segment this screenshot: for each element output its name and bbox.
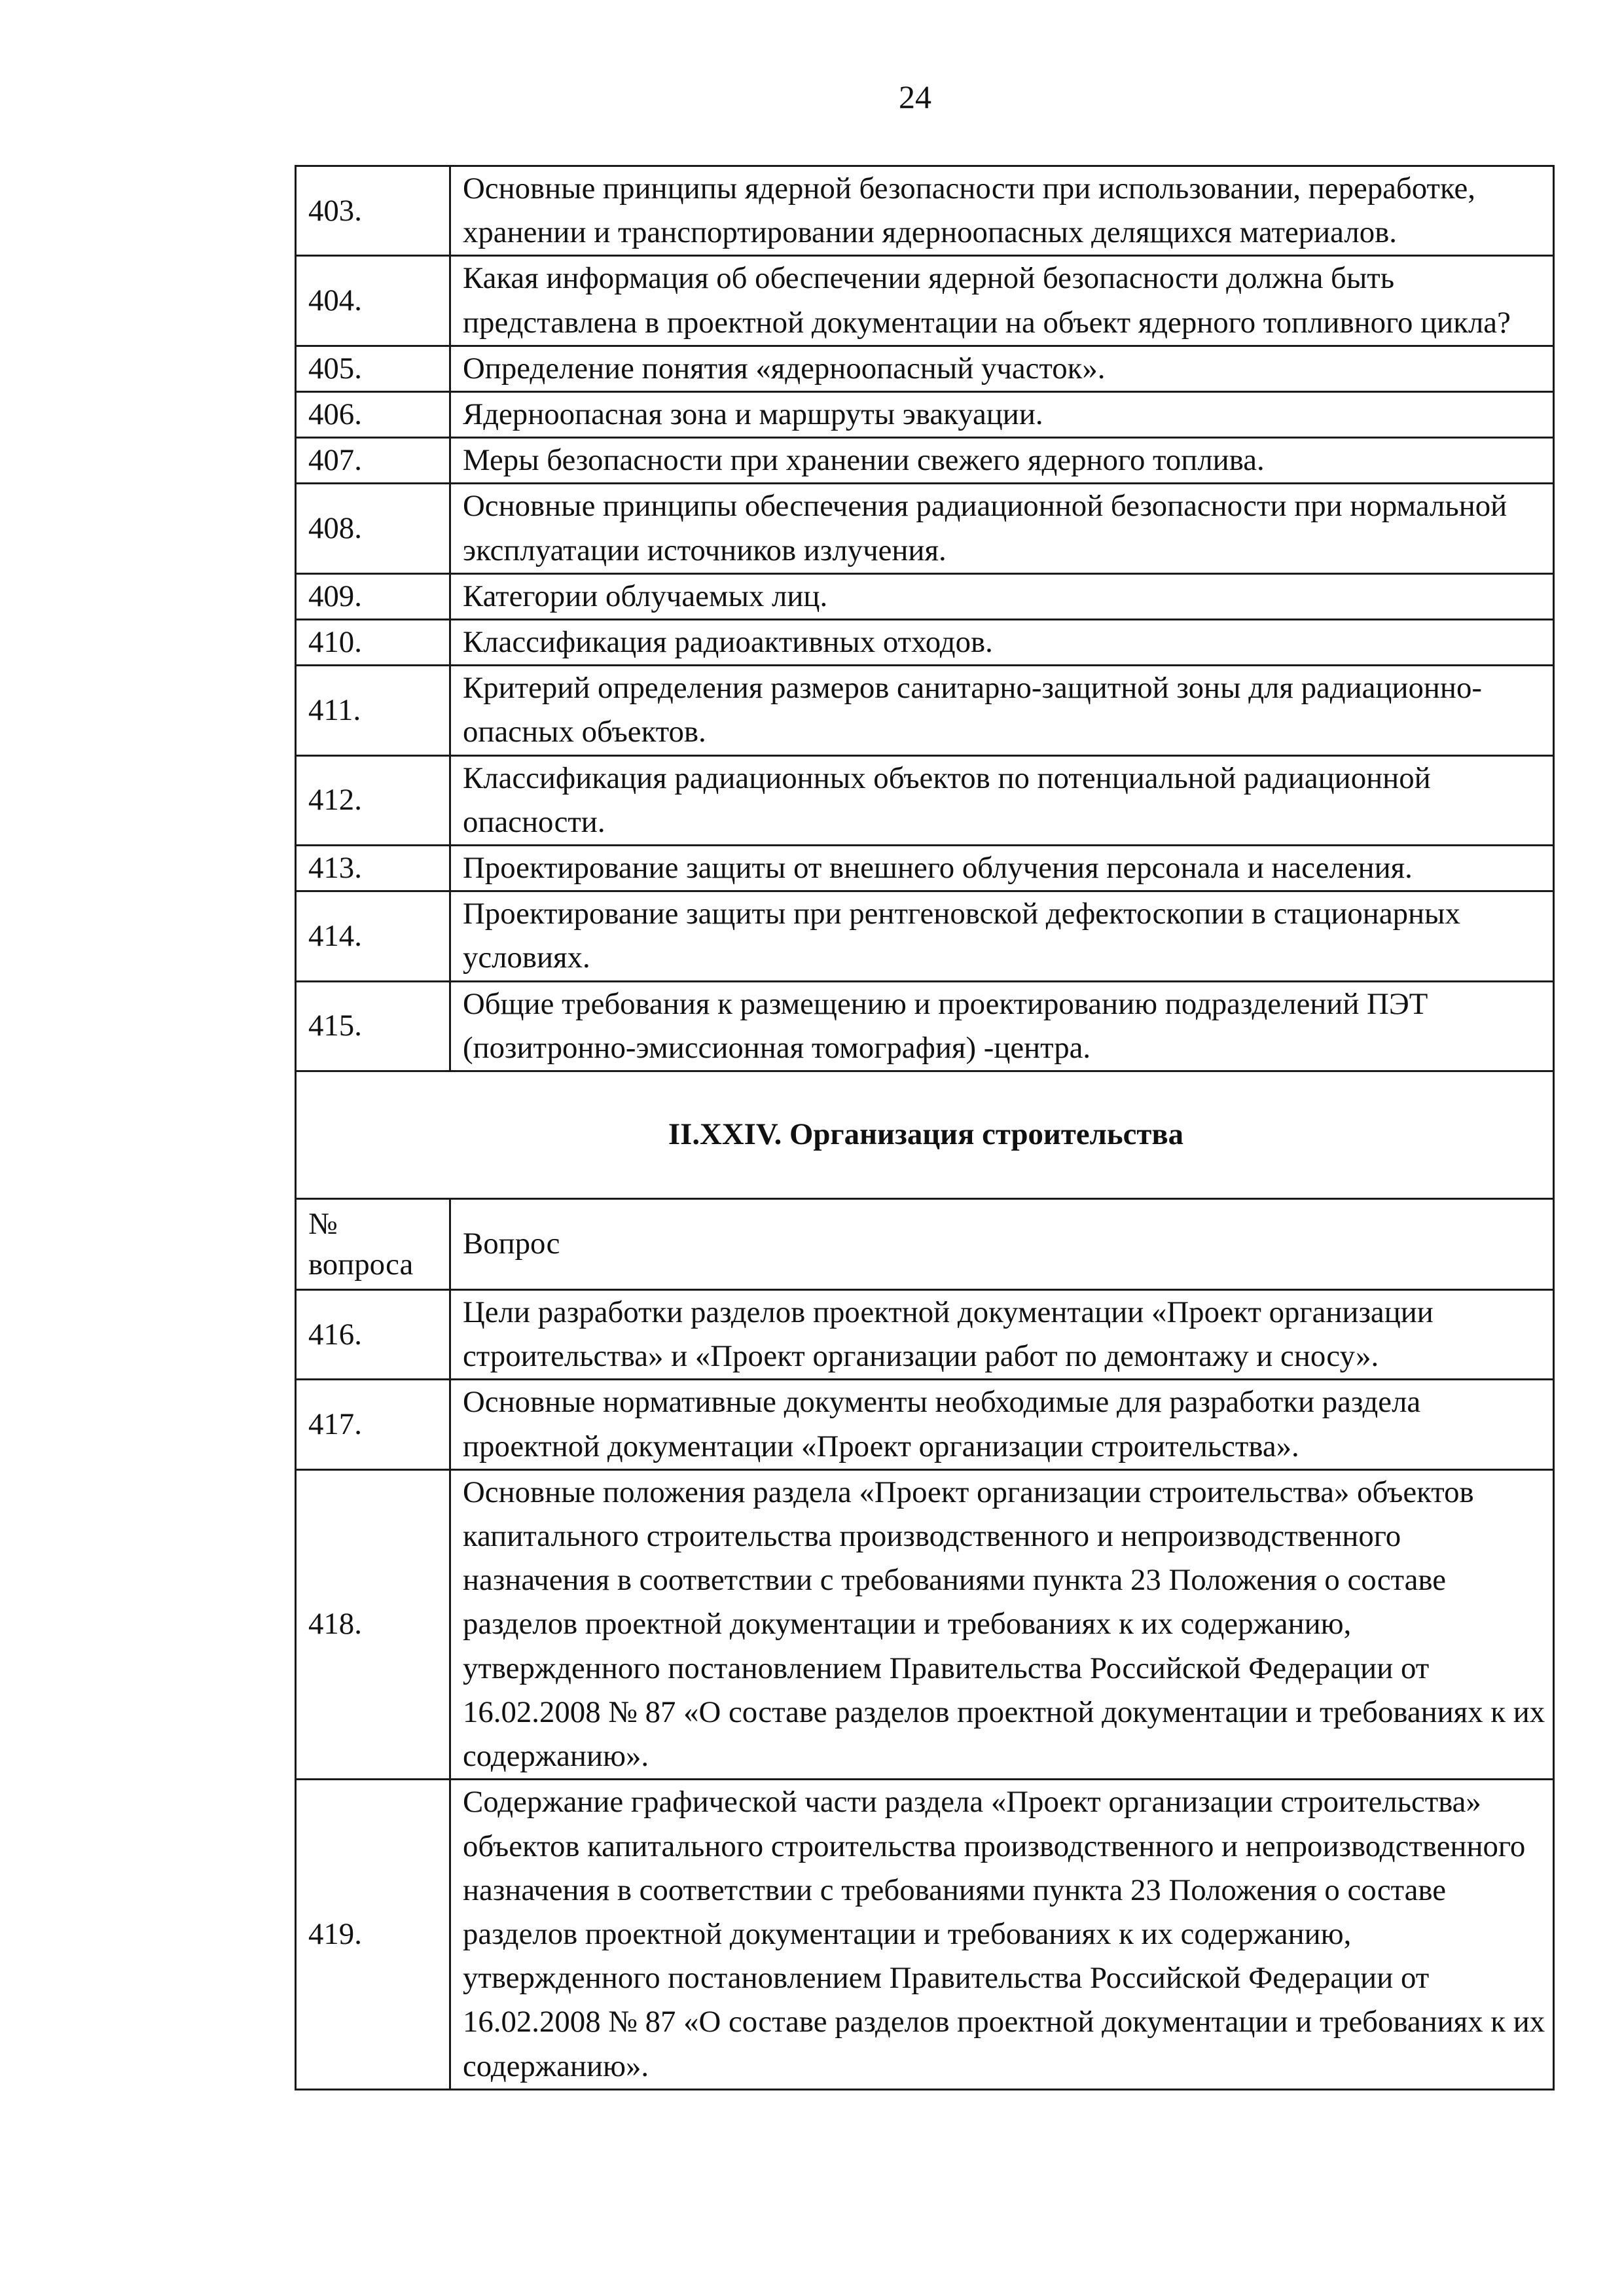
section-title: II.XXIV. Организация строительства — [296, 1071, 1554, 1199]
page-number: 24 — [899, 79, 931, 115]
question-row — [296, 1780, 1554, 2089]
question-row — [296, 256, 1554, 346]
question-text: Ядерноопасная зона и маршруты эвакуации. — [450, 392, 1554, 438]
question-number: 407. — [296, 438, 450, 484]
question-number: 415. — [296, 981, 450, 1071]
question-text: Классификация радиационных объектов по потенциальной радиационной опасности. — [450, 755, 1554, 845]
questions-table — [295, 165, 1555, 2090]
question-number: 411. — [296, 666, 450, 755]
question-row — [296, 484, 1554, 573]
question-text: Меры безопасности при хранении свежего ядерного топлива. — [450, 438, 1554, 484]
question-text: Цели разработки разделов проектной документации «Проект организации строительства» и «Проект организации работ по демонтажу и сносу». — [450, 1290, 1554, 1380]
question-row — [296, 666, 1554, 755]
question-text: Критерий определения размеров санитарно-защитной зоны для радиационно-опасных объектов. — [450, 666, 1554, 755]
question-text: Основные принципы ядерной безопасности при использовании, переработке, хранении и транспортировании ядерноопасных делящихся материалов. — [450, 166, 1554, 256]
question-number: 412. — [296, 755, 450, 845]
question-row — [296, 981, 1554, 1071]
questions-table-top-body — [296, 166, 1554, 1071]
question-row — [296, 755, 1554, 845]
question-text: Категории облучаемых лиц. — [450, 573, 1554, 619]
column-header-number-line1: № — [308, 1207, 338, 1242]
question-text: Проектирование защиты при рентгеновской дефектоскопии в стационарных условиях. — [450, 891, 1554, 981]
question-number: 414. — [296, 891, 450, 981]
question-number: 405. — [296, 346, 450, 391]
column-header-row — [296, 1199, 1554, 1290]
question-text: Проектирование защиты от внешнего облучения персонала и населения. — [450, 846, 1554, 891]
question-text: Основные принципы обеспечения радиационной безопасности при нормальной эксплуатации источников излучения. — [450, 484, 1554, 573]
question-row — [296, 346, 1554, 391]
question-row — [296, 438, 1554, 484]
column-header-number — [296, 1199, 450, 1290]
question-number: 409. — [296, 573, 450, 619]
question-row — [296, 1380, 1554, 1469]
question-text: Содержание графической части раздела «Проект организации строительства» объектов капитального строительства производственного и непроизводственного назначения в соответствии с требованиями пункта 23 Положения о составе разделов проектной документации и требованиях к их содержанию, утвержденного постановлением Правительства Российской Федерации от 16.02.2008 № 87 «О составе разделов проектной документации и требованиях к их содержанию». — [450, 1780, 1554, 2089]
question-text: Определение понятия «ядерноопасный участок». — [450, 346, 1554, 391]
question-number: 403. — [296, 166, 450, 256]
question-row — [296, 846, 1554, 891]
question-text: Какая информация об обеспечении ядерной безопасности должна быть представлена в проектной документации на объект ядерного топливного цикла? — [450, 256, 1554, 346]
question-row — [296, 392, 1554, 438]
question-number: 406. — [296, 392, 450, 438]
question-text: Основные нормативные документы необходимые для разработки раздела проектной документации «Проект организации строительства». — [450, 1380, 1554, 1469]
question-number: 413. — [296, 846, 450, 891]
column-header-question: Вопрос — [450, 1199, 1554, 1290]
question-number: 408. — [296, 484, 450, 573]
question-number: 418. — [296, 1469, 450, 1779]
question-number: 416. — [296, 1290, 450, 1380]
question-text: Классификация радиоактивных отходов. — [450, 620, 1554, 666]
question-text: Основные положения раздела «Проект организации строительства» объектов капитального строительства производственного и непроизводственного назначения в соответствии с требованиями пункта 23 Положения о составе разделов проектной документации и требованиях к их содержанию, утвержденного постановлением Правительства Российской Федерации от 16.02.2008 № 87 «О составе разделов проектной документации и требованиях к их содержанию». — [450, 1469, 1554, 1779]
question-row — [296, 1469, 1554, 1779]
questions-table-bottom-body — [296, 1290, 1554, 2090]
question-row — [296, 573, 1554, 619]
question-number: 419. — [296, 1780, 450, 2089]
question-row — [296, 891, 1554, 981]
column-header-number-line2: вопроса — [308, 1247, 414, 1282]
question-row — [296, 1290, 1554, 1380]
question-row — [296, 620, 1554, 666]
question-text: Общие требования к размещению и проектированию подразделений ПЭТ (позитронно-эмиссионная томография) -центра. — [450, 981, 1554, 1071]
section-heading-row — [296, 1071, 1554, 1199]
question-number: 404. — [296, 256, 450, 346]
question-row — [296, 166, 1554, 256]
question-number: 410. — [296, 620, 450, 666]
section-block — [296, 1071, 1554, 1290]
question-number: 417. — [296, 1380, 450, 1469]
